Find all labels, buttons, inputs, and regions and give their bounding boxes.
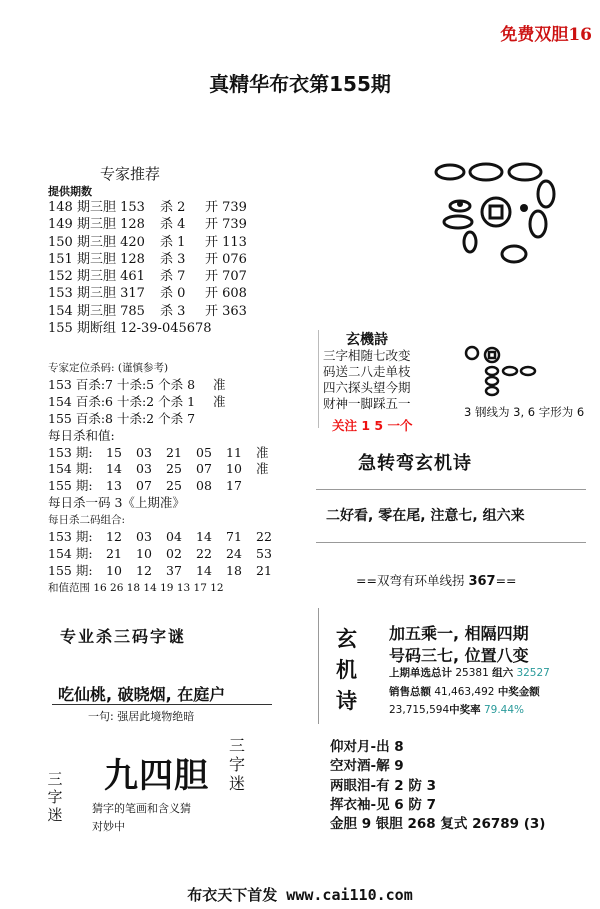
list-item: 挥衣袖-见 6 防 7	[330, 796, 436, 813]
corner-label: 免费双胆16	[500, 25, 592, 45]
list-item: 两眼泪-有 2 防 3	[330, 777, 436, 794]
riddle-title: 专业杀三码字谜	[60, 627, 187, 646]
list-item: 金胆 9 银胆 268 复式 26789 (3)	[330, 816, 546, 833]
duanzu-row: 155 期断组 12-39-045678	[48, 321, 212, 337]
shuangwan-text: ==双弯有环单线拐 367==	[356, 573, 517, 589]
sanzimi-left: 三 字 迷	[47, 770, 63, 824]
panel-line-2: 号码三七, 位置八变	[389, 646, 529, 665]
two-code-title: 每日杀二码组合:	[48, 514, 126, 527]
sum-range: 和值范围 16 26 18 14 19 13 17 12	[48, 581, 224, 594]
footer: 布衣天下首发 www.cai110.com	[187, 886, 413, 904]
follow-note: 关注 1 5 一个	[332, 418, 413, 433]
list-item: 154 期: 21 10 02 22 24 53	[48, 545, 272, 561]
stat-row-3: 23,715,594中奖率 79.44%	[389, 704, 525, 716]
table-row: 150 期三胆 420 杀 1 开 113	[48, 234, 247, 250]
xuanji-lines: 三字相随七改变 码送二八走单枝 四六探头望今期 财神一脚踩五一	[323, 348, 411, 411]
jizhuan-title: 急转弯玄机诗	[358, 453, 472, 474]
page-title: 真精华布衣第155期	[209, 72, 391, 96]
kill-block	[48, 360, 286, 597]
list-item: 155 期: 10 12 37 14 18 21	[48, 562, 272, 578]
list-item: 153 期: 12 03 04 14 71 22	[48, 529, 272, 545]
coin-chain-icon	[432, 158, 567, 270]
list-item: 154 期: 14 03 25 07 10 准	[48, 461, 269, 477]
hint-strokes: 猜字的笔画和含义猜	[92, 802, 191, 815]
jiusidan: 九四胆	[104, 756, 209, 796]
panel-line-1: 加五乘一, 相隔四期	[389, 624, 529, 643]
list-item: 153 百杀:7 十杀:5 个杀 8 准	[48, 376, 226, 392]
list-item: 154 百杀:6 十杀:2 个杀 1 准	[48, 393, 226, 409]
list-item: 仰对月-出 8	[330, 739, 404, 755]
divider	[52, 704, 272, 705]
coin-seven-icon	[462, 345, 542, 405]
stat-row-1: 上期单选总计 25381 组六 32527	[389, 667, 550, 679]
stat-row-2: 销售总额 41,463,492 中奖金额	[389, 686, 540, 698]
list-item: 空对酒-解 9	[330, 758, 404, 775]
list-item: 153 期: 15 03 21 05 11 准	[48, 444, 269, 460]
expert-rows	[48, 199, 247, 337]
table-row: 153 期三胆 317 杀 0 开 608	[48, 286, 247, 302]
sum-kill-title: 每日杀和值:	[48, 427, 115, 443]
sanzimi-right: 三 字 迷	[228, 736, 245, 793]
xuanji-title: 玄機詩	[346, 332, 388, 348]
table-row: 151 期三胆 128 杀 3 开 076	[48, 251, 247, 267]
position-kill-title: 专家定位杀码: (谨慎参考)	[48, 362, 169, 374]
hint-short: 对妙中	[92, 820, 125, 833]
table-row: 154 期三胆 785 杀 3 开 363	[48, 303, 247, 319]
erhao-text: 二好看, 零在尾, 注意七, 组六来	[326, 508, 525, 524]
provider-label: 提供期数	[48, 185, 92, 198]
riddle-hint: 一句: 强居此境物绝暗	[88, 710, 195, 723]
table-row: 149 期三胆 128 杀 4 开 739	[48, 217, 247, 233]
table-row: 152 期三胆 461 杀 7 开 707	[48, 269, 247, 285]
list-item: 155 期: 13 07 25 08 17	[48, 478, 242, 494]
list-item: 155 百杀:8 十杀:2 个杀 7	[48, 410, 196, 426]
table-row: 148 期三胆 153 杀 2 开 739	[48, 200, 247, 215]
bottom-list	[330, 738, 545, 834]
expert-title: 专家推荐	[100, 165, 161, 183]
one-code: 每日杀一码 3《上期准》	[48, 495, 185, 511]
panel-side-title: 玄 机 诗	[336, 627, 357, 713]
coin-note: 3 钢线为 3, 6 字形为 6	[464, 405, 585, 419]
riddle-main: 吃仙桃, 破晓烟, 在庭户	[58, 685, 226, 704]
